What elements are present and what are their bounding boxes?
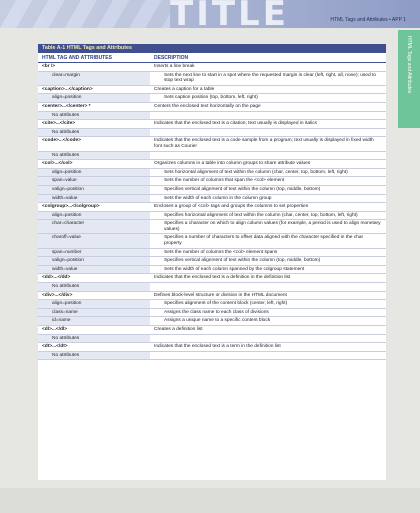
tag-cell: <col>...</col>: [38, 160, 150, 169]
tag-cell: align=position: [38, 300, 150, 309]
description-cell: Inserts a line break: [150, 63, 386, 72]
description-cell: Assigns a unique name to a specific content block: [150, 317, 386, 326]
description-cell: Sets the next line to start in a spot where the requested margin is clear (left, right, all, none); used to stop text wrap: [150, 71, 386, 85]
tag-cell: <dd>...</dd>: [38, 274, 150, 283]
tag-cell: span=number: [38, 248, 150, 257]
tag-cell: align=position: [38, 168, 150, 177]
tag-cell: span=value: [38, 177, 150, 186]
table-row: [38, 203, 386, 212]
table-row: [38, 257, 386, 266]
description-cell: Sets the width of each column in the column group: [150, 194, 386, 203]
table-row: [38, 351, 386, 360]
banner-title: TITLE: [170, 0, 289, 28]
tag-cell: <br />: [38, 63, 150, 72]
tags-table: [38, 53, 386, 360]
tag-cell: <caption>...</caption>: [38, 85, 150, 94]
table-row: [38, 128, 386, 137]
description-cell: Specifies a character on which to align column values (for example, a period is used to align monetary values): [150, 220, 386, 234]
table-row: [38, 248, 386, 257]
tag-cell: <code>...</code>: [38, 137, 150, 151]
tag-cell: No attributes: [38, 351, 150, 360]
tag-cell: class=name: [38, 308, 150, 317]
table-row: [38, 168, 386, 177]
description-cell: Indicates that the enclosed text is a definition in the definition list: [150, 274, 386, 283]
tag-cell: <colgroup>...</colgroup>: [38, 203, 150, 212]
description-cell: Indicates that the enclosed text is a code sample from a program; text usually is displayed in fixed width font such as Courier: [150, 137, 386, 151]
table-row: [38, 151, 386, 160]
description-cell: Specifies alignment of the content block (center, left, right): [150, 300, 386, 309]
table-row: [38, 274, 386, 283]
description-cell: [150, 351, 386, 360]
side-tab: [398, 30, 420, 128]
tag-cell: clear=margin: [38, 71, 150, 85]
table-row: [38, 177, 386, 186]
tag-cell: id=name: [38, 317, 150, 326]
tag-cell: valign=position: [38, 257, 150, 266]
tag-cell: <dt>...</dt>: [38, 343, 150, 352]
tag-cell: No attributes: [38, 111, 150, 120]
table-row: [38, 94, 386, 103]
description-cell: Defines block-level structure or division in the HTML document: [150, 291, 386, 300]
tag-cell: <div>...</div>: [38, 291, 150, 300]
tag-cell: No attributes: [38, 334, 150, 343]
description-cell: [150, 283, 386, 292]
description-cell: Specifies a number of characters to offset data aligned with the character specified in the char property: [150, 234, 386, 248]
description-cell: Specifies vertical alignment of text within the column (top, middle, bottom): [150, 257, 386, 266]
tag-cell: No attributes: [38, 128, 150, 137]
description-cell: Specifies vertical alignment of text within the column (top, middle, bottom): [150, 185, 386, 194]
table-row: [38, 308, 386, 317]
page-banner: [0, 0, 420, 28]
tag-cell: No attributes: [38, 283, 150, 292]
table-row: [38, 85, 386, 94]
description-cell: Encloses a group of <col> tags and groups the columns to set properties: [150, 203, 386, 212]
table-row: [38, 185, 386, 194]
description-cell: Sets the number of columns that span the <col> element: [150, 177, 386, 186]
tag-cell: char=character: [38, 220, 150, 234]
table-row: [38, 71, 386, 85]
tag-cell: <cite>...</cite>: [38, 120, 150, 129]
description-cell: [150, 334, 386, 343]
tag-cell: width=value: [38, 194, 150, 203]
tag-cell: align=position: [38, 211, 150, 220]
table-row: [38, 326, 386, 335]
tag-cell: No attributes: [38, 151, 150, 160]
running-head: HTML Tags and Attributes • APP 1: [330, 17, 406, 23]
document-page: [38, 44, 386, 480]
table-row: [38, 220, 386, 234]
tag-cell: <dl>...</dl>: [38, 326, 150, 335]
description-cell: Specifies horizontal alignment of text within the column (char, center, top, bottom, left, right): [150, 211, 386, 220]
side-tab-label: HTML Tags and Attributes: [406, 36, 412, 94]
table-row: [38, 265, 386, 274]
bottom-band: [0, 488, 420, 513]
table-row: [38, 211, 386, 220]
tag-cell: align=position: [38, 94, 150, 103]
description-cell: Sets the number of columns the <col> element spans: [150, 248, 386, 257]
description-cell: [150, 111, 386, 120]
description-cell: Assigns the class name to each class of divisions: [150, 308, 386, 317]
description-cell: Sets caption position (top, bottom, left, right): [150, 94, 386, 103]
tag-cell: <center>...</center> *: [38, 102, 150, 111]
table-row: [38, 160, 386, 169]
header-description-column: DESCRIPTION: [150, 53, 386, 63]
description-cell: Sets the width of each column spanned by the colgroup statement: [150, 265, 386, 274]
table-row: [38, 317, 386, 326]
description-cell: Creates a definition list: [150, 326, 386, 335]
description-cell: Indicates that the enclosed text is a term in the definition list: [150, 343, 386, 352]
description-cell: Organizes columns in a table into column groups to share attribute values: [150, 160, 386, 169]
table-row: [38, 102, 386, 111]
table-row: [38, 137, 386, 151]
table-row: [38, 234, 386, 248]
description-cell: [150, 151, 386, 160]
table-row: [38, 120, 386, 129]
description-cell: Creates a caption for a table: [150, 85, 386, 94]
table-row: [38, 111, 386, 120]
tag-cell: valign=position: [38, 185, 150, 194]
tag-cell: width=value: [38, 265, 150, 274]
table-row: [38, 194, 386, 203]
table-row: [38, 334, 386, 343]
description-cell: Centers the enclosed text horizontally on the page: [150, 102, 386, 111]
table-row: [38, 300, 386, 309]
description-cell: [150, 128, 386, 137]
description-cell: Sets horizontal alignment of text within the column (char, center, top, bottom, left, right): [150, 168, 386, 177]
banner-decoration: [0, 0, 170, 28]
table-row: [38, 291, 386, 300]
tag-cell: charoff=value: [38, 234, 150, 248]
table-caption: Table A-1 HTML Tags and Attributes: [38, 44, 386, 53]
table-row: [38, 343, 386, 352]
table-row: [38, 63, 386, 72]
header-tag-column: HTML TAG AND ATTRIBUTES: [38, 53, 150, 63]
table-header-row: [38, 53, 386, 63]
table-row: [38, 283, 386, 292]
description-cell: Indicates that the enclosed text is a citation; text usually is displayed in italics: [150, 120, 386, 129]
